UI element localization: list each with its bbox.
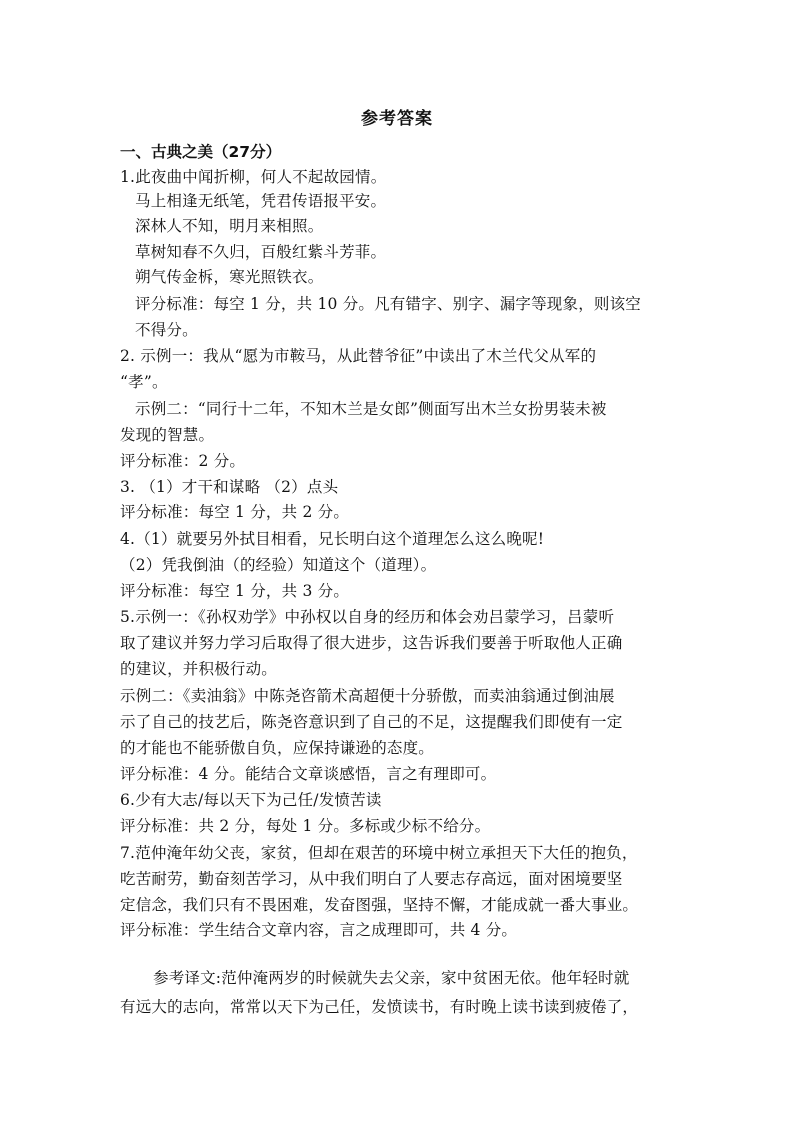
scoring-line: 评分标准：每空 1 分，共 3 分。 (120, 582, 350, 600)
translation-line: 有远大的志向，常常以天下为己任，发愤读书，有时晚上读书读到疲倦了， (120, 998, 639, 1016)
answer-line: 吃苦耐劳，勤奋刻苦学习，从中我们明白了人要志存高远，面对困境要坚 (120, 870, 623, 888)
scoring-line: 评分标准：4 分。能结合文章谈感悟，言之有理即可。 (120, 765, 497, 783)
scoring-line: 评分标准：每空 1 分，共 2 分。 (120, 503, 350, 521)
answer-line: 朔气传金柝，寒光照铁衣。 (135, 268, 324, 286)
answer-line: 马上相逢无纸笔，凭君传语报平安。 (135, 192, 387, 210)
answer-line: 1.此夜曲中闻折柳，何人不起故园情。 (120, 168, 387, 186)
scoring-line: 评分标准：每空 1 分，共 10 分。凡有错字、别字、漏字等现象，则该空 (135, 295, 641, 313)
scoring-line: 评分标准：2 分。 (120, 452, 246, 470)
answer-line: （2）凭我倒油（的经验）知道这个（道理）。 (120, 556, 437, 574)
answer-line: 5.示例一：《孙权劝学》中孙权以自身的经历和体会劝吕蒙学习，吕蒙听 (120, 608, 615, 626)
answer-line: 2. 示例一：我从“愿为市鞍马，从此替爷征”中读出了木兰代父从军的 (120, 347, 597, 365)
answer-line: 的建议，并积极行动。 (120, 660, 278, 678)
answer-line: 7.范仲淹年幼父丧，家贫，但却在艰苦的环境中树立承担天下大任的抱负， (120, 844, 638, 862)
answer-line: 的才能也不能骄傲自负，应保持谦逊的态度。 (120, 739, 435, 757)
answer-line: 发现的智慧。 (120, 426, 215, 444)
page-title: 参考答案 (361, 109, 433, 129)
answer-line: 示例二：“同行十二年，不知木兰是女郎”侧面写出木兰女扮男装未被 (135, 400, 607, 418)
translation-line: 参考译文:范仲淹两岁的时候就失去父亲，家中贫困无依。他年轻时就 (153, 969, 630, 987)
answer-line: 6.少有大志/每以天下为己任/发愤苦读 (120, 791, 382, 809)
answer-line: 4.（1）就要另外拭目相看，兄长明白这个道理怎么这么晚呢! (120, 530, 545, 548)
answer-line: 深林人不知，明月来相照。 (135, 217, 324, 235)
answer-line: 3. （1）才干和谋略 （2）点头 (120, 478, 339, 496)
answer-line: 草树知春不久归，百般红紫斗芳菲。 (135, 243, 387, 261)
answer-line: 示了自己的技艺后，陈尧咨意识到了自己的不足，这提醒我们即使有一定 (120, 713, 623, 731)
scoring-line: 评分标准：共 2 分，每处 1 分。多标或少标不给分。 (120, 817, 491, 835)
answer-line: 示例二：《卖油翁》中陈尧咨箭术高超便十分骄傲，而卖油翁通过倒油展 (120, 687, 615, 705)
scoring-line: 评分标准：学生结合文章内容，言之成理即可，共 4 分。 (120, 921, 518, 939)
answer-line: “孝”。 (120, 373, 168, 391)
section-heading: 一、古典之美（27分） (120, 143, 282, 161)
answer-line: 定信念，我们只有不畏困难，发奋图强，坚持不懈，才能成就一番大事业。 (120, 896, 639, 914)
answer-line: 取了建议并努力学习后取得了很大进步，这告诉我们要善于听取他人正确 (120, 634, 623, 652)
scoring-line: 不得分。 (135, 321, 198, 339)
